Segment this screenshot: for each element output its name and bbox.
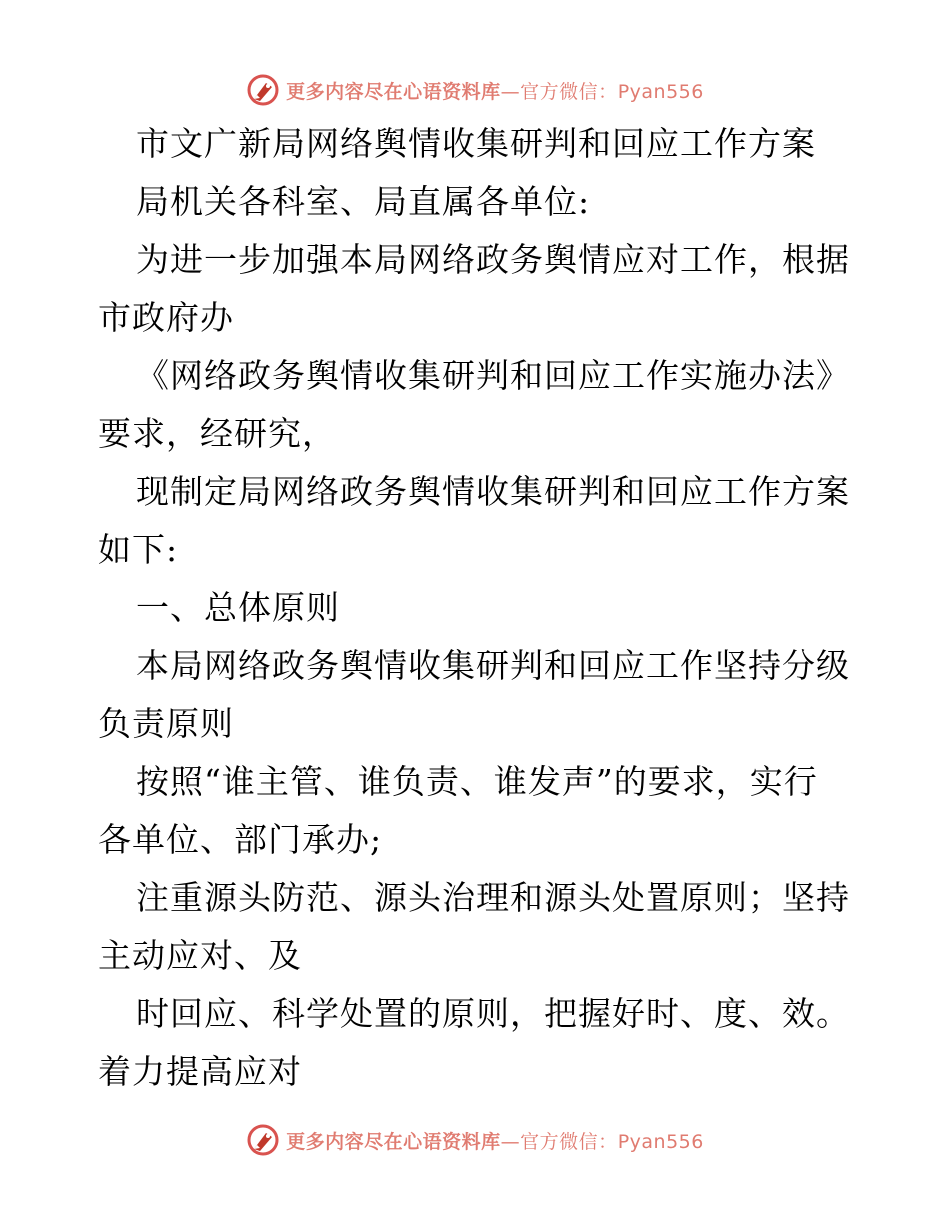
- header-banner: [0, 70, 950, 110]
- paragraph-line: 本局网络政务舆情收集研判和回应工作坚持分级: [136, 646, 850, 685]
- footer-banner: [0, 1120, 950, 1160]
- paragraph-line: 如下:: [98, 530, 179, 569]
- paragraph-line: 注重源头防范、源头治理和源头处置原则；坚持: [136, 878, 850, 917]
- paragraph-line: 《网络政务舆情收集研判和回应工作实施办法》: [136, 356, 850, 395]
- banner-wechat-id: Pyan556: [617, 80, 704, 103]
- paragraph-line: 主动应对、及: [98, 936, 302, 975]
- section-heading: 一、总体原则: [136, 588, 340, 627]
- banner-wechat-label: 官方微信：: [520, 80, 618, 103]
- paragraph-line: 为进一步加强本局网络政务舆情应对工作，根据: [136, 240, 850, 279]
- banner-dash: —: [500, 80, 521, 103]
- paragraph-line: 时回应、科学处置的原则，把握好时、度、效。: [136, 994, 850, 1033]
- banner-main-text: 更多内容尽在心语资料库: [286, 80, 501, 103]
- paragraph-line: 市政府办: [98, 298, 234, 337]
- paragraph-line: 现制定局网络政务舆情收集研判和回应工作方案: [136, 472, 850, 511]
- document-title: 市文广新局网络舆情收集研判和回应工作方案: [136, 124, 816, 163]
- banner-wechat-label: 官方微信：: [520, 1130, 618, 1153]
- paragraph-line: 按照“谁主管、谁负责、谁发声”的要求，实行: [136, 762, 818, 801]
- paragraph-line: 要求，经研究，: [98, 414, 336, 453]
- banner-dash: —: [500, 1130, 521, 1153]
- paragraph-line: 着力提高应对: [98, 1052, 302, 1091]
- document-body: [98, 115, 858, 1101]
- pen-nib-logo-icon: [246, 1123, 280, 1157]
- banner-text: [286, 1127, 704, 1154]
- paragraph-line: 负责原则: [98, 704, 234, 743]
- addressee-line: 局机关各科室、局直属各单位:: [136, 182, 591, 221]
- banner-text: [286, 77, 704, 104]
- banner-wechat-id: Pyan556: [617, 1130, 704, 1153]
- banner-main-text: 更多内容尽在心语资料库: [286, 1130, 501, 1153]
- paragraph-line: 各单位、部门承办;: [98, 820, 383, 859]
- pen-nib-logo-icon: [246, 73, 280, 107]
